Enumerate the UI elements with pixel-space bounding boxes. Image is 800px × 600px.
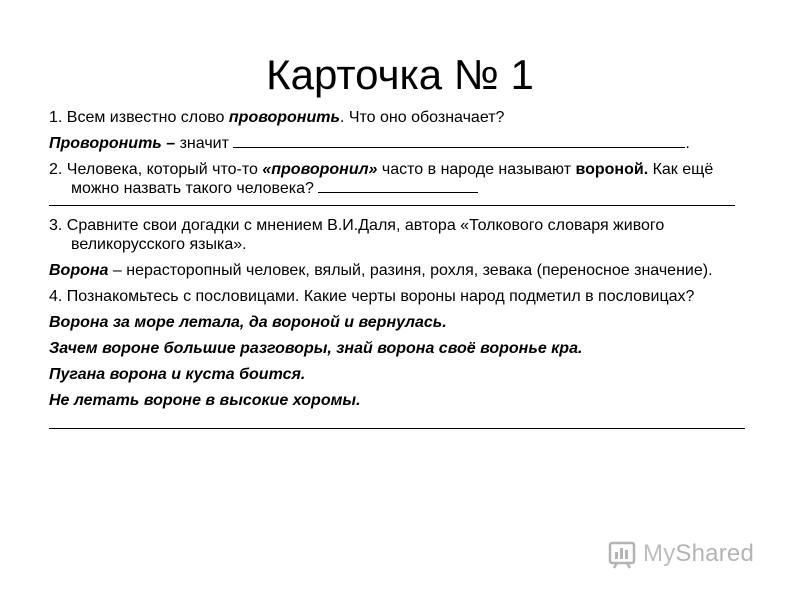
card-title: Карточка № 1 — [266, 51, 534, 98]
answer-1-blank[interactable] — [233, 134, 685, 148]
watermark-brand — [643, 540, 754, 568]
watermark-brand-my: My — [643, 540, 676, 567]
question-2-prefix: 2. Человека, который что-то — [49, 161, 263, 178]
proverb-item: Зачем вороне большие разговоры, знай ворона своё воронье кра. — [49, 340, 583, 357]
definition-word: Ворона — [49, 262, 109, 279]
answer-1-end: . — [685, 135, 690, 152]
answer-2-line[interactable] — [49, 205, 735, 206]
question-2-word2: вороной. — [575, 161, 649, 178]
watermark-brand-shared: Shared — [675, 540, 754, 567]
question-2-suffix: Как ещё можно назвать такого человека? — [71, 161, 714, 197]
definition — [49, 261, 749, 280]
answer-4-line[interactable] — [49, 428, 745, 429]
question-4: 4. Познакомьтесь с пословицами. Какие черты вороны народ подметил в пословицах? — [49, 288, 695, 305]
myshared-logo-icon — [607, 538, 639, 570]
proverb-item: Ворона за море летала, да вороной и вернулась. — [49, 314, 447, 331]
answer-line-1 — [49, 134, 749, 153]
question-1-word: проворонить — [228, 109, 340, 126]
question-1-prefix: 1. Всем известно слово — [49, 109, 229, 126]
proverb-item: Пугана ворона и куста боится. — [49, 366, 306, 383]
definition-text: – нерасторопный человек, вялый, разиня, рохля, зевака (переносное значение). — [108, 262, 713, 279]
question-3: 3. Сравните свои догадки с мнением В.И.Даля, автора «Толкового словаря живого великорусского языка». — [49, 217, 665, 253]
question-1 — [49, 108, 749, 127]
card-body — [49, 108, 749, 429]
question-1-suffix: . Что оно обозначает? — [339, 109, 505, 126]
proverb-item: Не летать вороне в высокие хоромы. — [49, 392, 361, 409]
answer-1-word: Проворонить – — [49, 135, 180, 152]
myshared-watermark — [607, 536, 767, 572]
question-2-mid: часто в народе называют — [377, 161, 576, 178]
question-2 — [49, 160, 749, 198]
question-2-word: «проворонил» — [262, 161, 378, 178]
answer-1-text: значит — [179, 135, 234, 152]
answer-2-blank[interactable] — [318, 179, 478, 193]
